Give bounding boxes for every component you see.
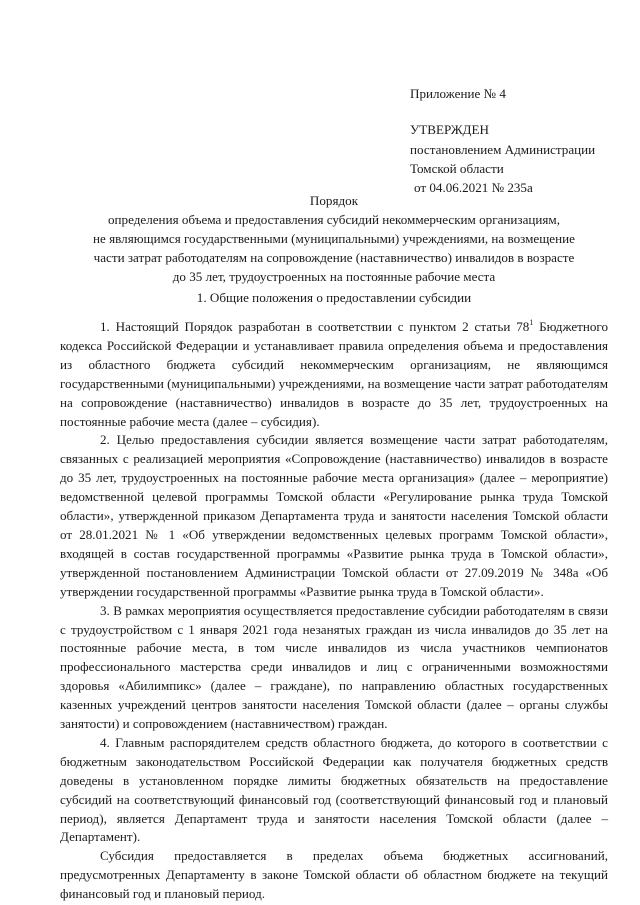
paragraph-1-start: 1. Настоящий Порядок разработан в соответствии с пунктом 2 статьи 78: [100, 319, 530, 334]
title-heading: Порядок: [309, 193, 359, 208]
paragraph-1-end: Бюджетного кодекса Российской Федерации и устанавливает правила определения объема и предоставления из областного бюджета субсидий некоммерческим организациям, не являющимся государственными (муниципальными) учреждениями, на возмещение части затрат работодателям на сопровождение (наставничество) инвалидов в возрасте до 35 лет, трудоустроенных на постоянные рабочие места (далее – субсидия).: [60, 319, 608, 429]
approval-issuer: постановлением Администрации: [410, 142, 596, 157]
approved-label: УТВЕРЖДЕН: [410, 122, 489, 137]
paragraph-5: Субсидия предоставляется в пределах объема бюджетных ассигнований, предусмотренных Департаменту в законе Томской области об областном бюджете на текущий финансовый год и плановый период.: [60, 848, 608, 902]
document-title: [60, 191, 608, 286]
annex-number: Приложение № 4: [410, 86, 506, 101]
approval-region: Томской области: [410, 161, 504, 176]
section-heading: 1. Общие положения о предоставлении субсидии: [196, 290, 472, 305]
paragraph-3: 3. В рамках мероприятия осуществляется предоставление субсидии работодателям в связи с трудоустройством с 1 января 2021 года незанятых граждан из числа инвалидов до 35 лет на постоянные рабочие места, в том числе инвалидов из числа участников чемпионатов профессионального мастерства среди инвалидов и лиц с ограниченными возможностями здоровья «Абилимпикс» (далее – граждане), по направлению областных государственных казенных учреждений центров занятости населения Томской области (далее – органы службы занятости) и сопровождением (наставничеством) граждан.: [60, 602, 608, 732]
paragraph-1: [60, 318, 608, 431]
title-line: определения объема и предоставления субсидий некоммерческим организациям,: [108, 212, 560, 227]
title-line: части затрат работодателям на сопровождение (наставничество) инвалидов в возрасте: [93, 250, 575, 265]
title-line: не являющимся государственными (муниципальными) учреждениями, на возмещение: [93, 231, 575, 246]
title-line: до 35 лет, трудоустроенных на постоянные рабочие места: [172, 269, 496, 284]
footnote-superscript: 1: [529, 318, 534, 327]
paragraph-2: 2. Целью предоставления субсидии является возмещение части затрат работодателям, связанных с реализацией мероприятия «Сопровождение (наставничество) инвалидов в возрасте до 35 лет, трудоустроенных на постоянные рабочие места организация» (далее – мероприятие) ведомственной целевой программы Томской области «Регулирование рынка труда Томской области», утвержденной приказом Департамента труда и занятости населения Томской области от 28.01.2021 № 1 «Об утверждении ведомственных целевых программ Томской области», входящей в состав государственной программы «Развитие рынка труда в Томской области», утвержденной постановлением Администрации Томской области от 27.09.2019 № 348а «Об утверждении государственной программы «Развитие рынка труда в Томской области».: [60, 432, 608, 599]
document-body: [60, 318, 608, 904]
approval-date: от 04.06.2021 № 235а: [414, 180, 533, 195]
paragraph-4: 4. Главным распорядителем средств областного бюджета, до которого в соответствии с бюджетным законодательством Российской Федерации как получателя бюджетных средств доведены в установленном порядке лимиты бюджетных обязательств на предоставление субсидий на соответствующий финансовый год (соответствующий финансовый год и плановый период), является Департамент труда и занятости населения Томской области (далее – Департамент).: [60, 734, 608, 845]
approval-block: [410, 84, 630, 197]
